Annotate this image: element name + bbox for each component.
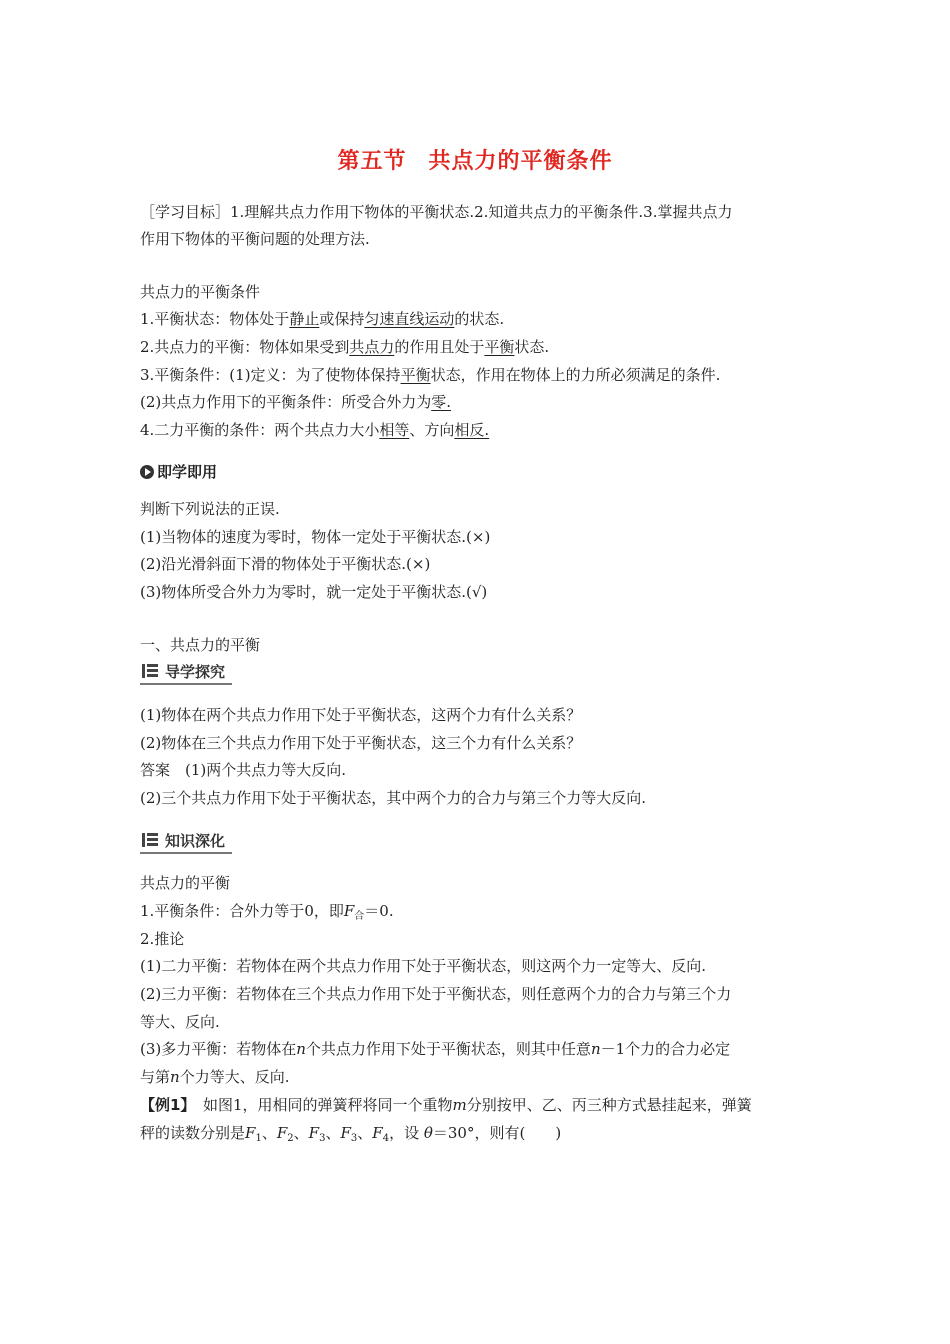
condition-item-4: (2)共点力作用下的平衡条件：所受合外力为零. [140, 393, 452, 411]
deepen-line-1: 1.平衡条件：合外力等于0，即$F_合=0$. [140, 902, 394, 922]
deepen-line-4: (2)三力平衡：若物体在三个共点力作用下处于平衡状态，则任意两个力的合力与第三个力 [140, 985, 732, 1003]
blank-answer: 匀速直线运动 [364, 310, 455, 328]
condition-item-2: 2.共点力的平衡：物体如果受到共点力的作用且处于平衡状态. [140, 338, 550, 356]
section-number: 第五节 [337, 149, 407, 174]
deepen-heading: 共点力的平衡 [140, 874, 231, 892]
example-line-1: 【例1】 如图1，用相同的弹簧秤将同一个重物m分别按甲、乙、丙三种方式悬挂起来，弹簧 [140, 1096, 752, 1114]
condition-item-1: 1.平衡状态：物体处于静止或保持匀速直线运动的状态. [140, 310, 505, 328]
guide-explore-header: 导学探究 [140, 661, 232, 685]
quiz-intro: 判断下列说法的正误. [140, 500, 280, 518]
deepen-line-6: (3)多力平衡：若物体在n个共点力作用下处于平衡状态，则其中任意n－1个力的合力必定 [140, 1040, 731, 1058]
blank-answer: 共点力 [349, 338, 395, 356]
section-heading: 共点力的平衡条件 [140, 283, 261, 301]
example-tag: 【例1】 [140, 1096, 188, 1114]
list-icon [142, 664, 158, 678]
condition-item-5: 4.二力平衡的条件：两个共点力大小相等、方向相反. [140, 421, 490, 439]
deepen-line-5: 等大、反向. [140, 1013, 220, 1031]
play-circle-icon [140, 465, 154, 479]
section-title: 共点力的平衡条件 [428, 149, 613, 174]
page-title [0, 144, 950, 175]
quiz-item-2: (2)沿光滑斜面下滑的物体处于平衡状态.(×) [140, 555, 431, 573]
objectives-line-2: 作用下物体的平衡问题的处理方法. [140, 230, 370, 248]
blank-answer: 相等 [379, 421, 410, 439]
example-line-2: 秤的读数分别是$F_1$、$F_2$、$F_3$、$F_3$、$F_4$，设 θ＝30°，则有( ) [140, 1124, 562, 1144]
blank-answer: 静止 [289, 310, 320, 328]
quiz-item-3: (3)物体所受合外力为零时，就一定处于平衡状态.(√) [140, 583, 488, 601]
blank-answer: 平衡 [484, 338, 515, 356]
answer-line-2: (2)三个共点力作用下处于平衡状态，其中两个力的合力与第三个力等大反向. [140, 789, 647, 807]
part-one-heading: 一、共点力的平衡 [140, 636, 261, 654]
quiz-item-1: (1)当物体的速度为零时，物体一定处于平衡状态.(×) [140, 528, 491, 546]
answer-line-1: 答案 (1)两个共点力等大反向. [140, 761, 347, 779]
condition-item-3: 3.平衡条件：(1)定义：为了使物体保持平衡状态，作用在物体上的力所必须满足的条件. [140, 366, 721, 384]
list-icon [142, 833, 158, 847]
guide-question-1: (1)物体在两个共点力作用下处于平衡状态，这两个力有什么关系？ [140, 706, 582, 724]
deepen-line-3: (1)二力平衡：若物体在两个共点力作用下处于平衡状态，则这两个力一定等大、反向. [140, 957, 707, 975]
blank-answer: 平衡 [400, 366, 431, 384]
guide-question-2: (2)物体在三个共点力作用下处于平衡状态，这三个力有什么关系？ [140, 734, 582, 752]
knowledge-deepen-header: 知识深化 [140, 830, 232, 854]
quick-use-header: 即学即用 [140, 462, 217, 482]
deepen-line-2: 2.推论 [140, 930, 185, 948]
blank-answer: 相反. [454, 421, 490, 439]
objectives-line-1: ［学习目标］1.理解共点力作用下物体的平衡状态.2.知道共点力的平衡条件.3.掌握共点力 [140, 203, 733, 221]
deepen-line-7: 与第n个力等大、反向. [140, 1068, 290, 1086]
blank-answer: 零. [431, 393, 452, 411]
